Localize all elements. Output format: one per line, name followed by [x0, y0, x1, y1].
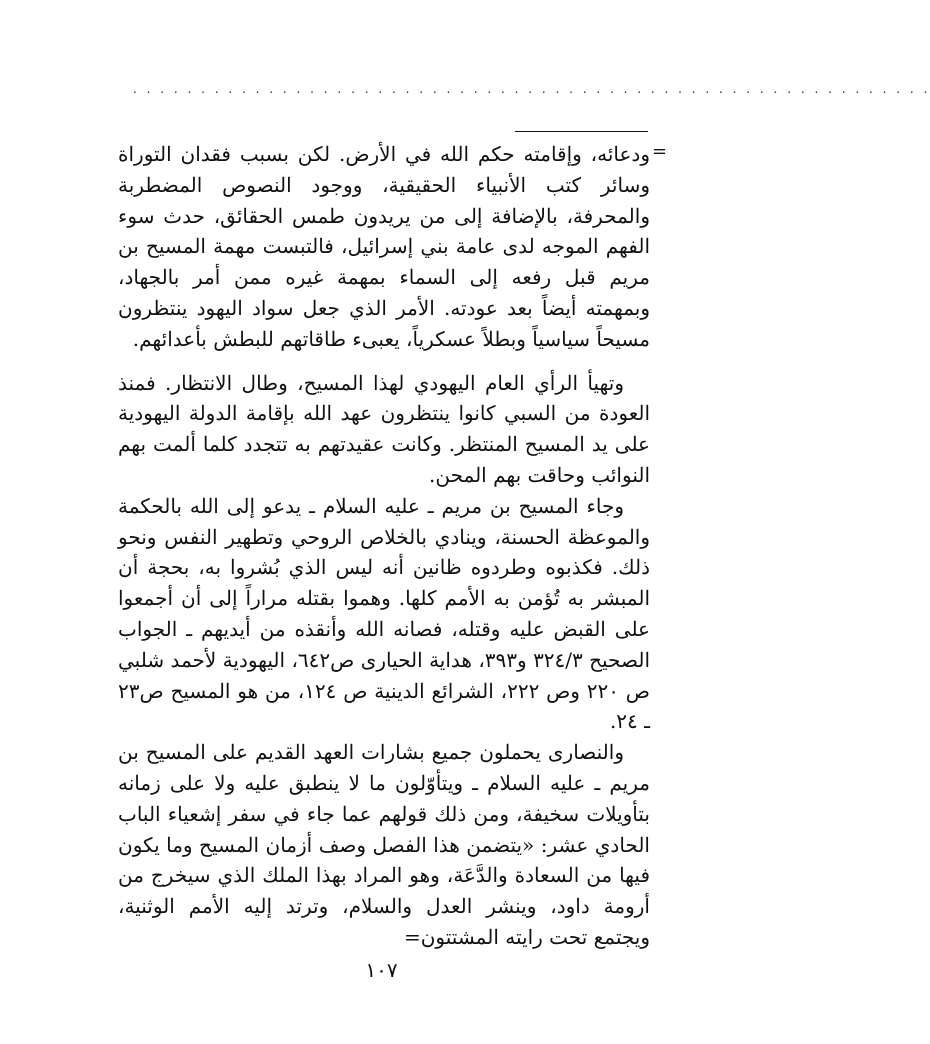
footnote-paragraph-2: وتهيأ الرأي العام اليهودي لهذا المسيح، وطال الانتظار. فمنذ العودة من السبي كانوا ينتظرون عهد الله بإقامة الدولة اليهودية على يد المسيح المنتظر. وكانت عقيدتهم به تتجدد كلما ألمت بهم النوائب وحاقت بهم المحن. [118, 370, 650, 487]
footnote-text [118, 139, 650, 953]
page-number: ١٠٧ [365, 958, 398, 982]
footnote-separator-rule [515, 131, 648, 132]
top-dotted-leader: . . . . . . . . . . . . . . . . . . . . . . . . . . . . . . . . . . . . . . . . . . . . . . . . . . . . . . . . . . . [133, 82, 930, 96]
continuation-marker: = [652, 141, 668, 162]
footnote-paragraph-1: ودعائه، وإقامته حكم الله في الأرض. لكن بسبب فقدان التوراة وسائر كتب الأنبياء الحقيقية، ووجود النصوص المضطربة والمحرفة، بالإضافة إلى من يريدون طمس الحقائق، حدث سوء الفهم الموجه لدى عامة بني إسرائيل، فالتبست مهمة المسيح بن مريم قبل رفعه إلى السماء بمهمة غيره ممن أمر بالجهاد، وبمهمته أيضاً بعد عودته. الأمر الذي جعل سواد اليهود ينتظرون مسيحاً سياسياً وبطلاً عسكرياً، يعبىء طاقاتهم للبطش بأعدائهم. [118, 142, 650, 351]
footnote-paragraph-4: والنصارى يحملون جميع بشارات العهد القديم على المسيح بن مريم ـ عليه السلام ـ ويتأوّلون ما لا ينطبق عليه ولا على زمانه بتأويلات سخيفة، ومن ذلك قولهم عما جاء في سفر إشعياء الباب الحادي عشر: «يتضمن هذا الفصل وصف أزمان المسيح وما يكون فيها من السعادة والدَّعَة، وهو المراد بهذا الملك الذي سيخرج من أرومة داود، وينشر العدل والسلام، وترتد إليه الأمم الوثنية، ويجتمع تحت رايته المشتتون= [118, 740, 650, 949]
footnote-paragraph-3: وجاء المسيح بن مريم ـ عليه السلام ـ يدعو إلى الله بالحكمة والموعظة الحسنة، وينادي بالخلاص الروحي وتطهير النفس ونحو ذلك. فكذبوه وطردوه ظانين أنه ليس الذي بُشروا به، بحجة أن المبشر به تُؤمن به الأمم كلها. وهموا بقتله مراراً إلى أن أجمعوا على القبض عليه وقتله، فصانه الله وأنقذه من أيديهم ـ الجواب الصحيح ٣٢٤/٣ و٣٩٣، هداية الحيارى ص٦٤٢، اليهودية لأحمد شلبي ص ٢٢٠ وص ٢٢٢، الشرائع الدينية ص ١٢٤، من هو المسيح ص٢٣ ـ ٢٤. [118, 493, 650, 734]
